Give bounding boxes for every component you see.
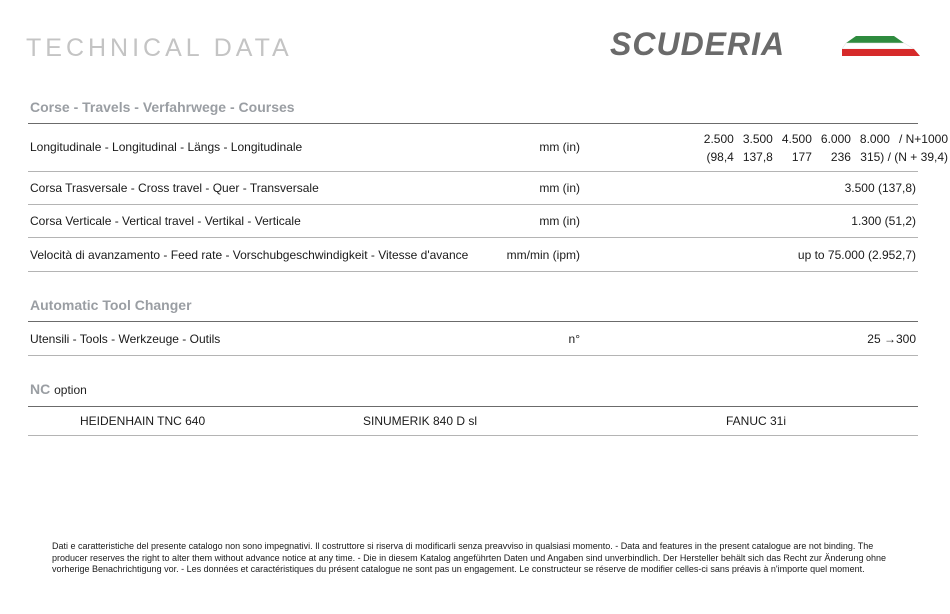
row-value: 3.500 (137,8)	[844, 181, 916, 195]
value-cell: 8.000	[859, 132, 890, 146]
row-divider	[28, 355, 918, 356]
scuderia-logo	[610, 26, 922, 62]
logo-text: SCUDERIA	[610, 26, 786, 62]
value-cell: 4.500	[781, 132, 812, 146]
value-cell: 6.000	[820, 132, 851, 146]
row-divider	[28, 237, 918, 238]
row-value: up to 75.000 (2.952,7)	[797, 248, 916, 262]
section-title-travels: Corse - Travels - Verfahrwege - Courses	[30, 99, 295, 115]
value-cell: 177	[791, 150, 812, 164]
disclaimer-text: Dati e caratteristiche del presente catalogo non sono impegnativi. Il costruttore si riserva di modificarli senza preavviso in qualsiasi momento. - Data and features in the present catalogue are not binding. The producer reserves the right to alter them without advance notice at any time. - Die in diesem Katalog angeführten Daten und Angaben sind unverbindlich. Der Hersteller behält sich das Recht zur Änderung ohne vorherige Benachrichtigung vor. - Les données et caractéristiques du présent catalogue ne sont pas un engagement. Le constructeur se réserve de modifier celles-ci sans préavis à n'importe quel moment.	[52, 541, 886, 575]
nc-option-sinumerik: SINUMERIK 840 D sl	[363, 414, 478, 428]
value-cell: (98,4	[706, 150, 734, 164]
value-cell: 315) / (N + 39,4)	[860, 150, 948, 164]
row-divider	[28, 204, 918, 205]
row-divider	[28, 171, 918, 172]
nc-option-suffix: option	[54, 383, 87, 397]
row-label: Corsa Verticale - Vertical travel - Vertikal - Verticale	[30, 214, 301, 228]
row-label: Utensili - Tools - Werkzeuge - Outils	[30, 332, 221, 346]
row-unit: mm (in)	[539, 181, 580, 195]
row-unit: mm/min (ipm)	[506, 248, 580, 262]
value-cell: 3.500	[742, 132, 773, 146]
values-in-row	[704, 148, 948, 166]
row-divider	[28, 435, 918, 436]
nc-title: NC	[30, 381, 51, 397]
value-cell: / N+1000	[898, 132, 948, 146]
row-unit: mm (in)	[539, 140, 580, 154]
row-value: 25 →300	[867, 332, 916, 346]
section-rule	[28, 123, 918, 124]
values-mm-row	[704, 130, 948, 148]
row-unit: mm (in)	[539, 214, 580, 228]
row-label: Velocità di avanzamento - Feed rate - Vorschubgeschwindigkeit - Vitesse d'avance	[30, 248, 469, 262]
row-value: 1.300 (51,2)	[851, 214, 916, 228]
row-label: Longitudinale - Longitudinal - Längs - Longitudinale	[30, 140, 303, 154]
value-cell: 236	[830, 150, 851, 164]
page-title: TECHNICAL DATA	[26, 34, 293, 62]
italian-flag-swoosh-icon	[842, 34, 922, 58]
row-label: Corsa Trasversale - Cross travel - Quer - Transversale	[30, 181, 319, 195]
section-rule	[28, 406, 918, 407]
value-cell: 2.500	[703, 132, 734, 146]
row-unit: n°	[568, 332, 580, 346]
nc-option-heidenhain: HEIDENHAIN TNC 640	[80, 414, 206, 428]
section-title-atc: Automatic Tool Changer	[30, 297, 192, 313]
nc-option-fanuc: FANUC 31i	[726, 414, 787, 428]
section-rule	[28, 321, 918, 322]
section-title-nc	[30, 381, 87, 397]
value-cell: 137,8	[742, 150, 773, 164]
longitudinal-values	[704, 130, 948, 166]
row-divider	[28, 271, 918, 272]
